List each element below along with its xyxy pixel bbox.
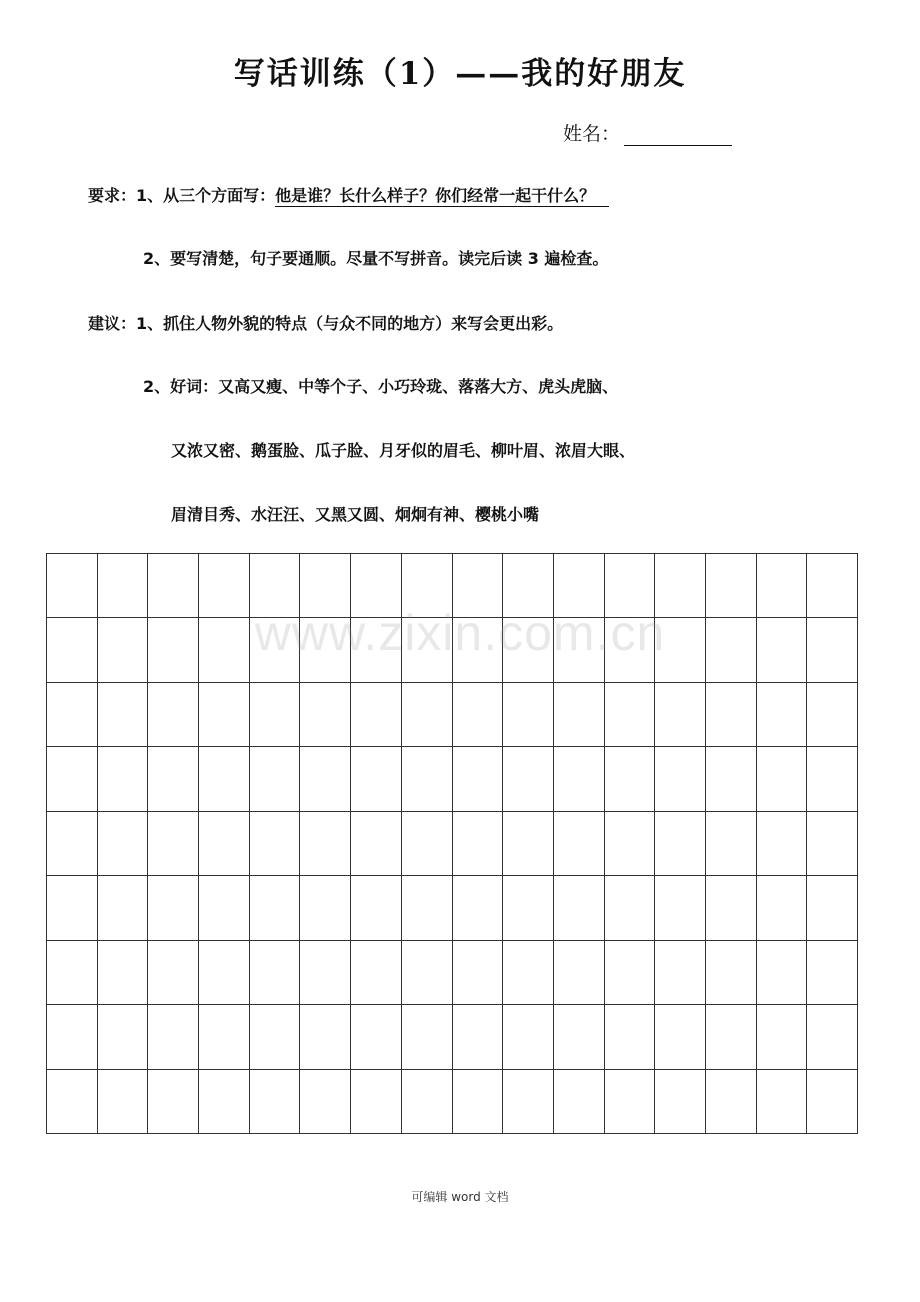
grid-cell[interactable] bbox=[47, 941, 98, 1005]
grid-cell[interactable] bbox=[655, 747, 706, 811]
grid-cell[interactable] bbox=[757, 747, 808, 811]
grid-cell[interactable] bbox=[148, 747, 199, 811]
grid-cell[interactable] bbox=[807, 747, 858, 811]
grid-cell[interactable] bbox=[250, 941, 301, 1005]
grid-cell[interactable] bbox=[605, 812, 656, 876]
grid-cell[interactable] bbox=[98, 747, 149, 811]
grid-cell[interactable] bbox=[706, 747, 757, 811]
grid-cell[interactable] bbox=[757, 876, 808, 940]
grid-cell[interactable] bbox=[47, 747, 98, 811]
grid-cell[interactable] bbox=[199, 876, 250, 940]
grid-cell[interactable] bbox=[706, 683, 757, 747]
grid-cell[interactable] bbox=[250, 876, 301, 940]
grid-cell[interactable] bbox=[199, 747, 250, 811]
grid-cell[interactable] bbox=[757, 941, 808, 1005]
grid-cell[interactable] bbox=[453, 1070, 504, 1134]
grid-cell[interactable] bbox=[98, 812, 149, 876]
watermark: www.zixin.com.cn bbox=[254, 605, 666, 661]
suggestion-2-line-1: 2、好词：又高又瘦、中等个子、小巧玲珑、落落大方、虎头虎脑、 bbox=[143, 377, 619, 396]
grid-cell[interactable] bbox=[300, 747, 351, 811]
grid-cell[interactable] bbox=[503, 683, 554, 747]
grid-cell[interactable] bbox=[503, 1005, 554, 1069]
grid-cell[interactable] bbox=[351, 747, 402, 811]
grid-cell[interactable] bbox=[706, 812, 757, 876]
grid-cell[interactable] bbox=[453, 683, 504, 747]
grid-cell[interactable] bbox=[199, 941, 250, 1005]
grid-cell[interactable] bbox=[402, 1070, 453, 1134]
grid-cell[interactable] bbox=[503, 876, 554, 940]
grid-cell[interactable] bbox=[148, 941, 199, 1005]
grid-cell[interactable] bbox=[148, 1070, 199, 1134]
grid-cell[interactable] bbox=[605, 876, 656, 940]
grid-cell[interactable] bbox=[351, 1070, 402, 1134]
name-label: 姓名： bbox=[563, 123, 621, 145]
grid-cell[interactable] bbox=[250, 812, 301, 876]
grid-cell[interactable] bbox=[300, 1005, 351, 1069]
grid-cell[interactable] bbox=[655, 683, 706, 747]
name-blank-line[interactable] bbox=[624, 123, 732, 146]
grid-cell[interactable] bbox=[98, 1005, 149, 1069]
suggestion-1-text: 1、抓住人物外貌的特点（与众不同的地方）来写会更出彩。 bbox=[136, 314, 564, 333]
grid-cell[interactable] bbox=[47, 683, 98, 747]
grid-cell[interactable] bbox=[605, 683, 656, 747]
grid-cell[interactable] bbox=[655, 941, 706, 1005]
grid-cell[interactable] bbox=[453, 941, 504, 1005]
grid-cell[interactable] bbox=[706, 941, 757, 1005]
grid-cell[interactable] bbox=[47, 812, 98, 876]
grid-cell[interactable] bbox=[402, 941, 453, 1005]
grid-cell[interactable] bbox=[148, 812, 199, 876]
grid-cell[interactable] bbox=[554, 1005, 605, 1069]
grid-cell[interactable] bbox=[503, 1070, 554, 1134]
grid-cell[interactable] bbox=[453, 747, 504, 811]
grid-cell[interactable] bbox=[98, 876, 149, 940]
name-field bbox=[563, 119, 732, 146]
grid-cell[interactable] bbox=[757, 1070, 808, 1134]
grid-cell[interactable] bbox=[250, 1070, 301, 1134]
grid-cell[interactable] bbox=[300, 941, 351, 1005]
grid-cell[interactable] bbox=[47, 1005, 98, 1069]
grid-cell[interactable] bbox=[807, 1005, 858, 1069]
grid-cell[interactable] bbox=[655, 876, 706, 940]
grid-cell[interactable] bbox=[757, 812, 808, 876]
grid-cell[interactable] bbox=[250, 683, 301, 747]
grid-cell[interactable] bbox=[706, 1070, 757, 1134]
grid-cell[interactable] bbox=[706, 1005, 757, 1069]
grid-cell[interactable] bbox=[98, 1070, 149, 1134]
grid-cell[interactable] bbox=[148, 1005, 199, 1069]
grid-cell[interactable] bbox=[554, 941, 605, 1005]
requirement-1-prefix: 1、从三个方面写： bbox=[136, 186, 276, 205]
grid-cell[interactable] bbox=[351, 876, 402, 940]
grid-cell[interactable] bbox=[250, 1005, 301, 1069]
grid-cell[interactable] bbox=[453, 876, 504, 940]
grid-cell[interactable] bbox=[300, 812, 351, 876]
grid-cell[interactable] bbox=[351, 941, 402, 1005]
grid-cell[interactable] bbox=[554, 747, 605, 811]
suggestions-label: 建议： bbox=[88, 314, 137, 333]
grid-cell[interactable] bbox=[757, 1005, 808, 1069]
grid-cell[interactable] bbox=[98, 683, 149, 747]
grid-cell[interactable] bbox=[605, 747, 656, 811]
grid-cell[interactable] bbox=[300, 1070, 351, 1134]
grid-cell[interactable] bbox=[807, 812, 858, 876]
suggestion-1 bbox=[88, 313, 563, 335]
grid-cell[interactable] bbox=[554, 1070, 605, 1134]
grid-cell[interactable] bbox=[300, 683, 351, 747]
grid-cell[interactable] bbox=[98, 941, 149, 1005]
grid-cell[interactable] bbox=[351, 812, 402, 876]
grid-cell[interactable] bbox=[655, 1005, 706, 1069]
page-title: 写话训练（1）——我的好朋友 bbox=[233, 56, 687, 92]
grid-cell[interactable] bbox=[199, 812, 250, 876]
grid-cell[interactable] bbox=[554, 683, 605, 747]
grid-cell[interactable] bbox=[554, 876, 605, 940]
grid-cell[interactable] bbox=[706, 876, 757, 940]
grid-cell[interactable] bbox=[47, 1070, 98, 1134]
grid-cell[interactable] bbox=[807, 1070, 858, 1134]
grid-cell[interactable] bbox=[605, 1070, 656, 1134]
grid-cell[interactable] bbox=[554, 812, 605, 876]
grid-cell[interactable] bbox=[199, 1005, 250, 1069]
grid-cell[interactable] bbox=[199, 683, 250, 747]
grid-cell[interactable] bbox=[402, 747, 453, 811]
grid-cell[interactable] bbox=[807, 941, 858, 1005]
grid-cell[interactable] bbox=[655, 812, 706, 876]
grid-cell[interactable] bbox=[199, 1070, 250, 1134]
grid-cell[interactable] bbox=[453, 812, 504, 876]
requirement-1 bbox=[88, 185, 609, 207]
grid-cell[interactable] bbox=[757, 683, 808, 747]
suggestion-2-line-3: 眉清目秀、水汪汪、又黑又圆、炯炯有神、樱桃小嘴 bbox=[171, 505, 540, 524]
grid-cell[interactable] bbox=[402, 876, 453, 940]
suggestion-2-line-2: 又浓又密、鹅蛋脸、瓜子脸、月牙似的眉毛、柳叶眉、浓眉大眼、 bbox=[171, 441, 636, 460]
grid-cell[interactable] bbox=[402, 683, 453, 747]
grid-cell[interactable] bbox=[250, 747, 301, 811]
grid-cell[interactable] bbox=[351, 683, 402, 747]
grid-cell[interactable] bbox=[148, 876, 199, 940]
grid-cell[interactable] bbox=[300, 876, 351, 940]
grid-cell[interactable] bbox=[148, 683, 199, 747]
requirement-1-questions: 他是谁？长什么样子？你们经常一起干什么？ bbox=[275, 186, 609, 207]
grid-cell[interactable] bbox=[605, 941, 656, 1005]
grid-cell[interactable] bbox=[402, 1005, 453, 1069]
grid-cell[interactable] bbox=[402, 812, 453, 876]
grid-cell[interactable] bbox=[503, 812, 554, 876]
grid-cell[interactable] bbox=[655, 1070, 706, 1134]
grid-cell[interactable] bbox=[807, 876, 858, 940]
grid-cell[interactable] bbox=[453, 1005, 504, 1069]
grid-cell[interactable] bbox=[351, 1005, 402, 1069]
footer-note: 可编辑 word 文档 bbox=[411, 1190, 509, 1204]
grid-cell[interactable] bbox=[605, 1005, 656, 1069]
grid-cell[interactable] bbox=[503, 747, 554, 811]
grid-cell[interactable] bbox=[807, 683, 858, 747]
grid-cell[interactable] bbox=[47, 876, 98, 940]
requirements-label: 要求： bbox=[88, 186, 137, 205]
requirement-2: 2、要写清楚，句子要通顺。尽量不写拼音。读完后读 3 遍检查。 bbox=[143, 249, 609, 268]
grid-cell[interactable] bbox=[503, 941, 554, 1005]
